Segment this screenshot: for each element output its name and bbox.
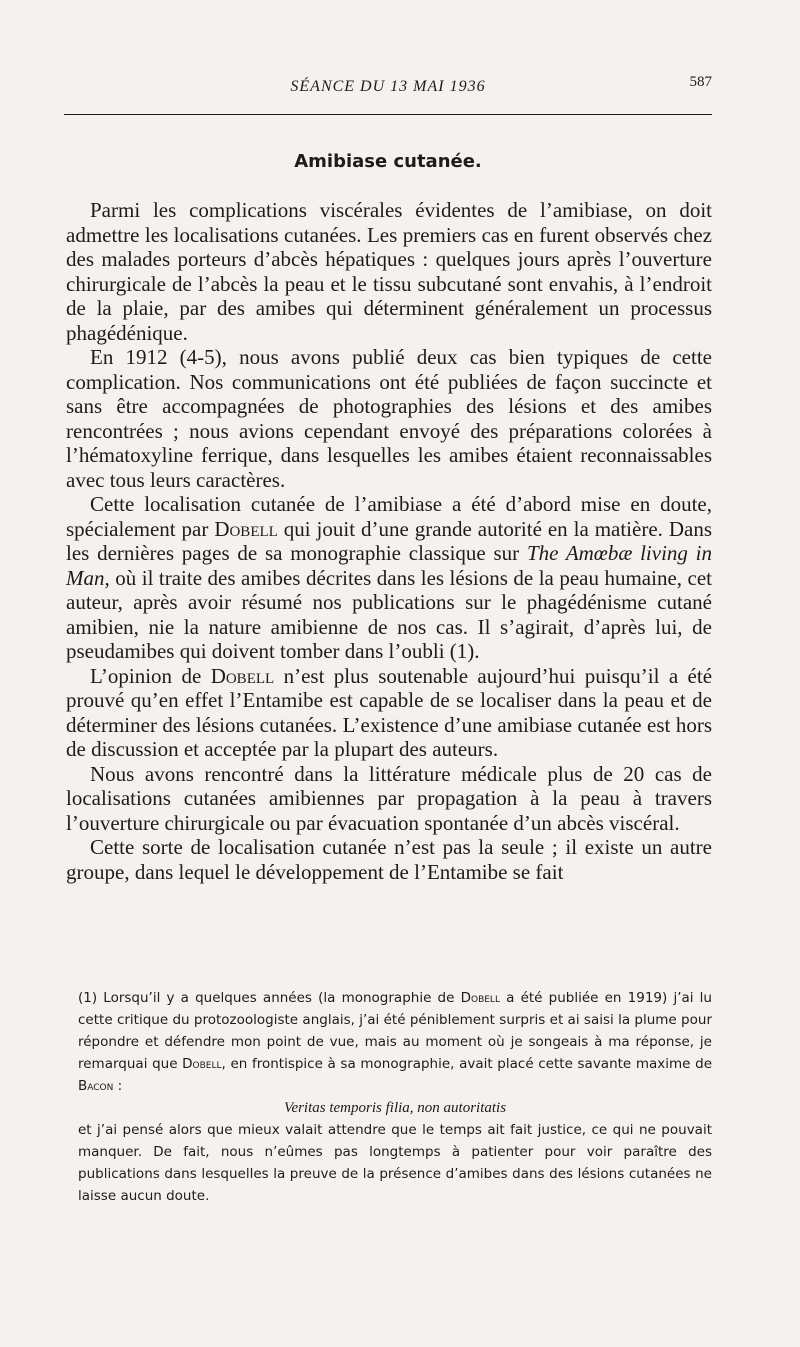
footnote-conclusion: et j’ai pensé alors que mieux valait attendre que le temps ait fait justice, ce qui ne pouvait manquer. De fait, nous n’eûmes pas longtemps à patienter pour voir paraître des publications dans lesquelles la preuve de la présence d’amibes dans des lésions cutanées ne laisse aucun doute.	[78, 1122, 712, 1204]
running-title: SÉANCE DU 13 MAI 1936	[290, 78, 486, 95]
footnote-part-3: , en frontispice à sa monographie, avait placé cette savante maxime de	[221, 1056, 712, 1072]
footnote-bacon-name: Bacon	[78, 1078, 114, 1094]
footnotes	[78, 987, 712, 1207]
paragraph-3-part-1: Cette localisation cutanée de l’amibiase a été d’abord mise en doute, spécialement par	[66, 492, 712, 541]
footnote-author-name: Dobell	[460, 990, 500, 1006]
header-rule	[64, 114, 712, 115]
footnote-1	[78, 987, 712, 1097]
footnote-part-1: (1) Lorsqu’il y a quelques années (la monographie de	[78, 990, 455, 1006]
paragraph-5: Nous avons rencontré dans la littérature médicale plus de 20 cas de localisations cutanées amibiennes par propagation à la peau à travers l’ouverture chirurgicale ou par évacuation spontanée d’un abcès viscéral.	[66, 761, 712, 835]
paragraph-1: Parmi les complications viscérales évidentes de l’amibiase, on doit admettre les localisations cutanées. Les premiers cas en furent observés chez des malades porteurs d’abcès hépatiques : quelques jours après l’ouverture chirurgicale de l’abcès la peau et le tissu subcutané sont envahis, à l’endroit de la plaie, par des amibes qui déterminent généralement un processus phagédénique.	[66, 198, 712, 345]
article-title: Amibiase cutanée.	[294, 151, 482, 172]
paragraph-4-part-1: L’opinion de	[90, 663, 202, 688]
paragraph-2: En 1912 (4-5), nous avons publié deux cas bien typiques de cette complication. Nos communications ont été publiées de façon succincte et sans être accompagnées de photographies des lésions et des amibes rencontrées ; nous avions cependant envoyé des préparations colorées à l’hématoxyline ferrique, dans lesquelles les amibes étaient reconnaissables avec tous leurs caractères.	[66, 345, 712, 492]
author-name: Dobell	[214, 516, 278, 541]
footnote-part-2: a été publiée en 1919) j’ai lu cette critique du protozoologiste anglais, j’ai été péniblement surpris et ai saisi la plume pour répondre et défendre mon point de vue, mais au moment où je songeais à ma réponse, je remarquai que	[78, 990, 712, 1072]
footnote-part-4: :	[117, 1078, 123, 1094]
footnote-author-name: Dobell	[182, 1056, 222, 1072]
paragraph-4	[66, 664, 712, 762]
article-body	[66, 198, 712, 884]
paragraph-3-part-2: qui jouit d’une grande autorité en la matière. Dans les dernières pages de sa monographie classique sur	[66, 516, 712, 565]
book-title: The Amœbæ living in Man	[66, 541, 712, 590]
author-name: Dobell	[210, 663, 275, 688]
running-head	[64, 74, 712, 110]
paragraph-6: Cette sorte de localisation cutanée n’est pas la seule ; il existe un autre groupe, dans lequel le développement de l’Entamibe se fait	[66, 835, 712, 884]
page-number: 587	[689, 74, 712, 90]
paragraph-3	[66, 492, 712, 664]
paragraph-3-part-3: , où il traite des amibes décrites dans les lésions de la peau humaine, cet auteur, après avoir résumé nos publications sur le phagédénisme cutané amibien, nie la nature amibienne de nos cas. Il s’agirait, d’après lui, de pseudamibes qui doivent tomber dans l’oubli (1).	[66, 565, 712, 663]
paragraph-4-part-2: n’est plus soutenable aujourd’hui puisqu’il a été prouvé qu’en effet l’Entamibe est capable de se localiser dans la peau et de déterminer des lésions cutanées. L’existence d’une amibiase cutanée est hors de discussion et acceptée par la plupart des auteurs.	[66, 663, 713, 761]
footnote-motto: Veritas temporis filia, non autoritatis	[283, 1100, 507, 1116]
